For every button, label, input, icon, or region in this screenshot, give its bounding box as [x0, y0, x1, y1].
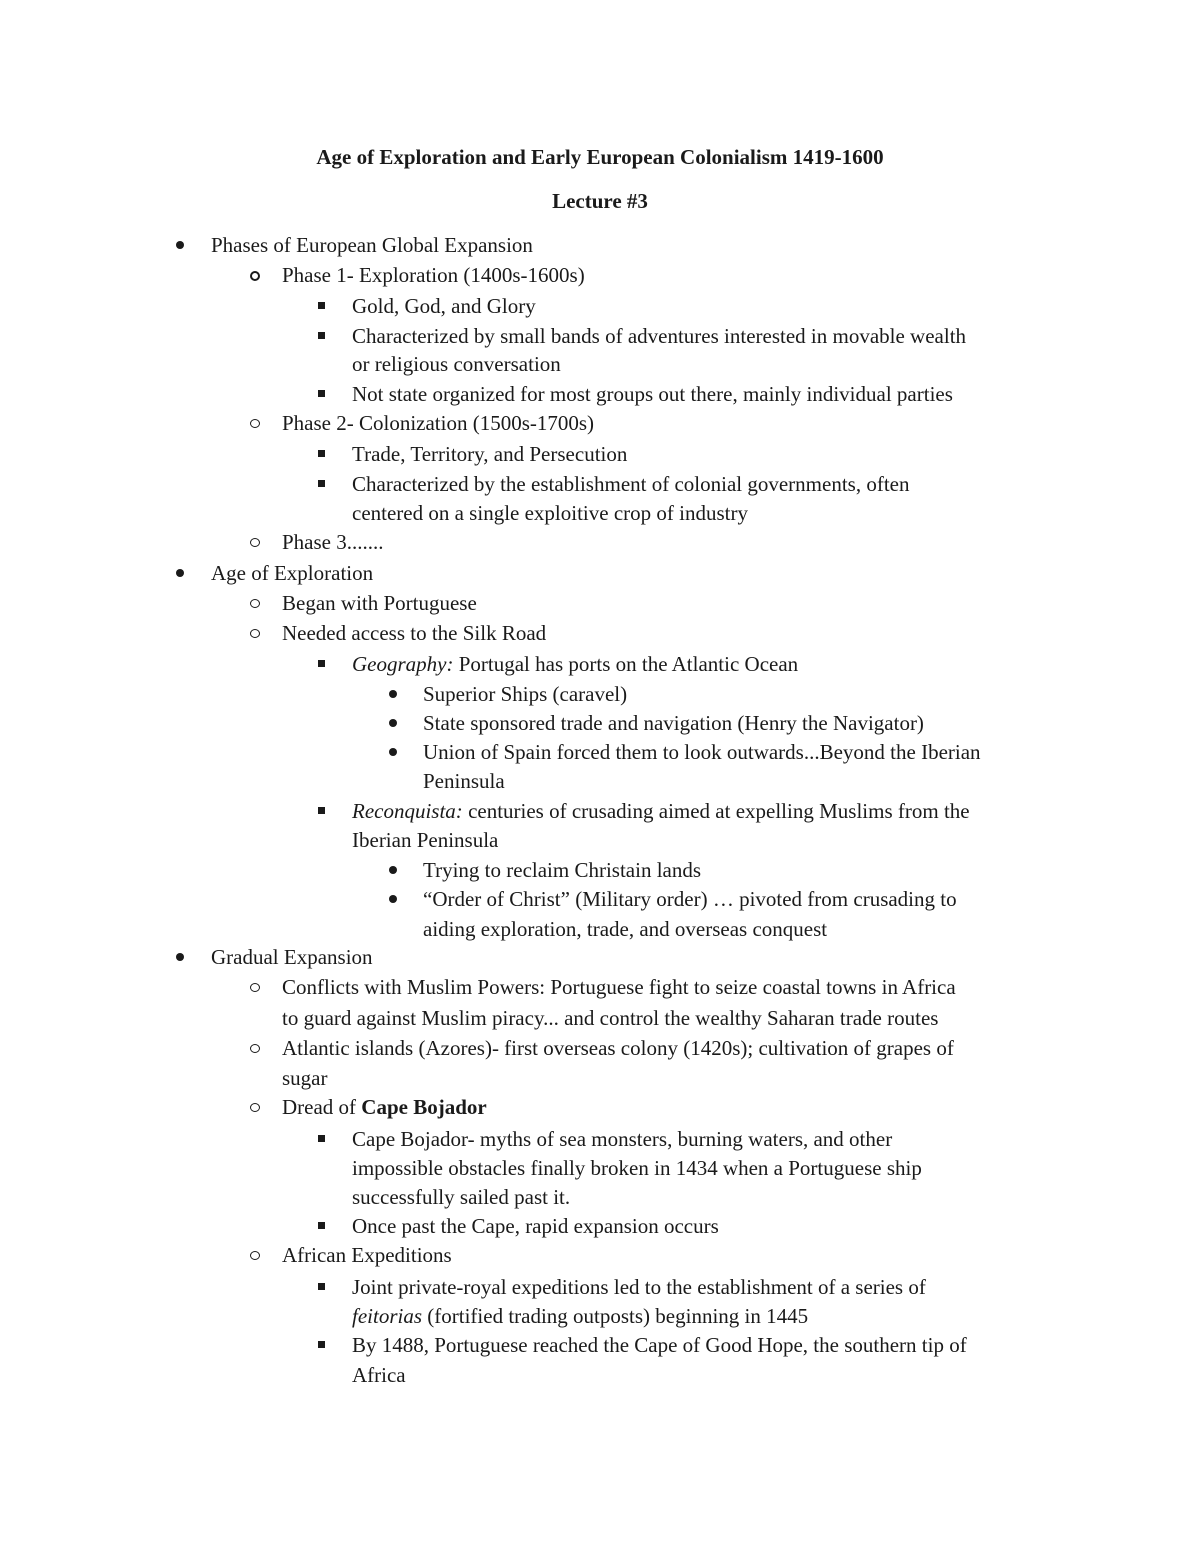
circle-bullet-icon: [247, 1241, 267, 1269]
list-item: Phase 1- Exploration (1400s-1600s): [0, 261, 1200, 291]
disc-bullet-icon: [385, 738, 405, 766]
list-item: Gradual Expansion: [0, 943, 1200, 973]
list-item-continuation: feitorias (fortified trading outposts) beginning in 1445: [352, 1304, 809, 1328]
disc-bullet-icon: [385, 680, 405, 708]
square-bullet-icon: [315, 1331, 335, 1359]
list-item: Age of Exploration: [0, 559, 1200, 589]
list-item: Phases of European Global Expansion: [0, 231, 1200, 261]
list-item-continuation: sugar: [282, 1066, 328, 1090]
list-item-continuation: Africa: [352, 1363, 406, 1387]
circle-bullet-icon: [247, 973, 267, 1001]
list-item: Characterized by small bands of adventures interested in movable wealth: [0, 322, 1200, 352]
list-item: Needed access to the Silk Road: [0, 619, 1200, 649]
list-item: Gold, God, and Glory: [0, 292, 1200, 322]
list-item-continuation: centered on a single exploitive crop of industry: [352, 501, 748, 525]
circle-bullet-icon: [247, 409, 267, 437]
list-item: Conflicts with Muslim Powers: Portuguese fight to seize coastal towns in Africa: [0, 973, 1200, 1003]
list-item: Phase 3.......: [0, 528, 1200, 558]
list-item: African Expeditions: [0, 1241, 1200, 1271]
document-title: Age of Exploration and Early European Colonialism 1419-1600: [316, 145, 884, 169]
square-bullet-icon: [315, 292, 335, 320]
square-bullet-icon: [315, 797, 335, 825]
list-item: “Order of Christ” (Military order) … pivoted from crusading to: [0, 885, 1200, 915]
list-item: Cape Bojador- myths of sea monsters, burning waters, and other: [0, 1125, 1200, 1155]
list-item-continuation: Iberian Peninsula: [352, 828, 499, 852]
list-item: By 1488, Portuguese reached the Cape of Good Hope, the southern tip of: [0, 1331, 1200, 1361]
circle-bullet-icon: [247, 589, 267, 617]
list-item-continuation: or religious conversation: [352, 352, 561, 376]
list-item: Trade, Territory, and Persecution: [0, 440, 1200, 470]
list-item-continuation: aiding exploration, trade, and overseas conquest: [423, 917, 828, 941]
square-bullet-icon: [315, 1125, 335, 1153]
circle-bullet-icon: [247, 528, 267, 556]
list-item: Characterized by the establishment of colonial governments, often: [0, 470, 1200, 500]
disc-bullet-icon: [385, 856, 405, 884]
list-item: Phase 2- Colonization (1500s-1700s): [0, 409, 1200, 439]
square-bullet-icon: [315, 470, 335, 498]
list-item: Superior Ships (caravel): [0, 680, 1200, 710]
list-item: Not state organized for most groups out there, mainly individual parties: [0, 380, 1200, 410]
square-bullet-icon: [315, 650, 335, 678]
list-item: Joint private-royal expeditions led to the establishment of a series of: [0, 1273, 1200, 1303]
circle-bullet-icon: [247, 1034, 267, 1062]
square-bullet-icon: [315, 322, 335, 350]
list-item: Geography: Portugal has ports on the Atlantic Ocean: [0, 650, 1200, 680]
circle-bullet-icon: [247, 619, 267, 647]
list-item: Once past the Cape, rapid expansion occurs: [0, 1212, 1200, 1242]
list-item: Atlantic islands (Azores)- first overseas colony (1420s); cultivation of grapes of: [0, 1034, 1200, 1064]
list-item: State sponsored trade and navigation (Henry the Navigator): [0, 709, 1200, 739]
disc-bullet-icon: [172, 559, 192, 587]
list-item: Dread of Cape Bojador: [0, 1093, 1200, 1123]
list-item-continuation: impossible obstacles finally broken in 1434 when a Portuguese ship: [352, 1156, 922, 1180]
list-item: Began with Portuguese: [0, 589, 1200, 619]
list-item-continuation: to guard against Muslim piracy... and control the wealthy Saharan trade routes: [282, 1006, 939, 1030]
list-item: Trying to reclaim Christain lands: [0, 856, 1200, 886]
document-subtitle: Lecture #3: [552, 189, 648, 213]
square-bullet-icon: [315, 440, 335, 468]
square-bullet-icon: [315, 1212, 335, 1240]
disc-bullet-icon: [172, 231, 192, 259]
list-item: Reconquista: centuries of crusading aimed at expelling Muslims from the: [0, 797, 1200, 827]
circle-bullet-icon: [247, 261, 267, 289]
circle-bullet-icon: [247, 1093, 267, 1121]
list-item: Union of Spain forced them to look outwards...Beyond the Iberian: [0, 738, 1200, 768]
disc-bullet-icon: [385, 709, 405, 737]
disc-bullet-icon: [172, 943, 192, 971]
list-item-continuation: successfully sailed past it.: [352, 1185, 571, 1209]
disc-bullet-icon: [385, 885, 405, 913]
list-item-continuation: Peninsula: [423, 769, 505, 793]
square-bullet-icon: [315, 380, 335, 408]
square-bullet-icon: [315, 1273, 335, 1301]
